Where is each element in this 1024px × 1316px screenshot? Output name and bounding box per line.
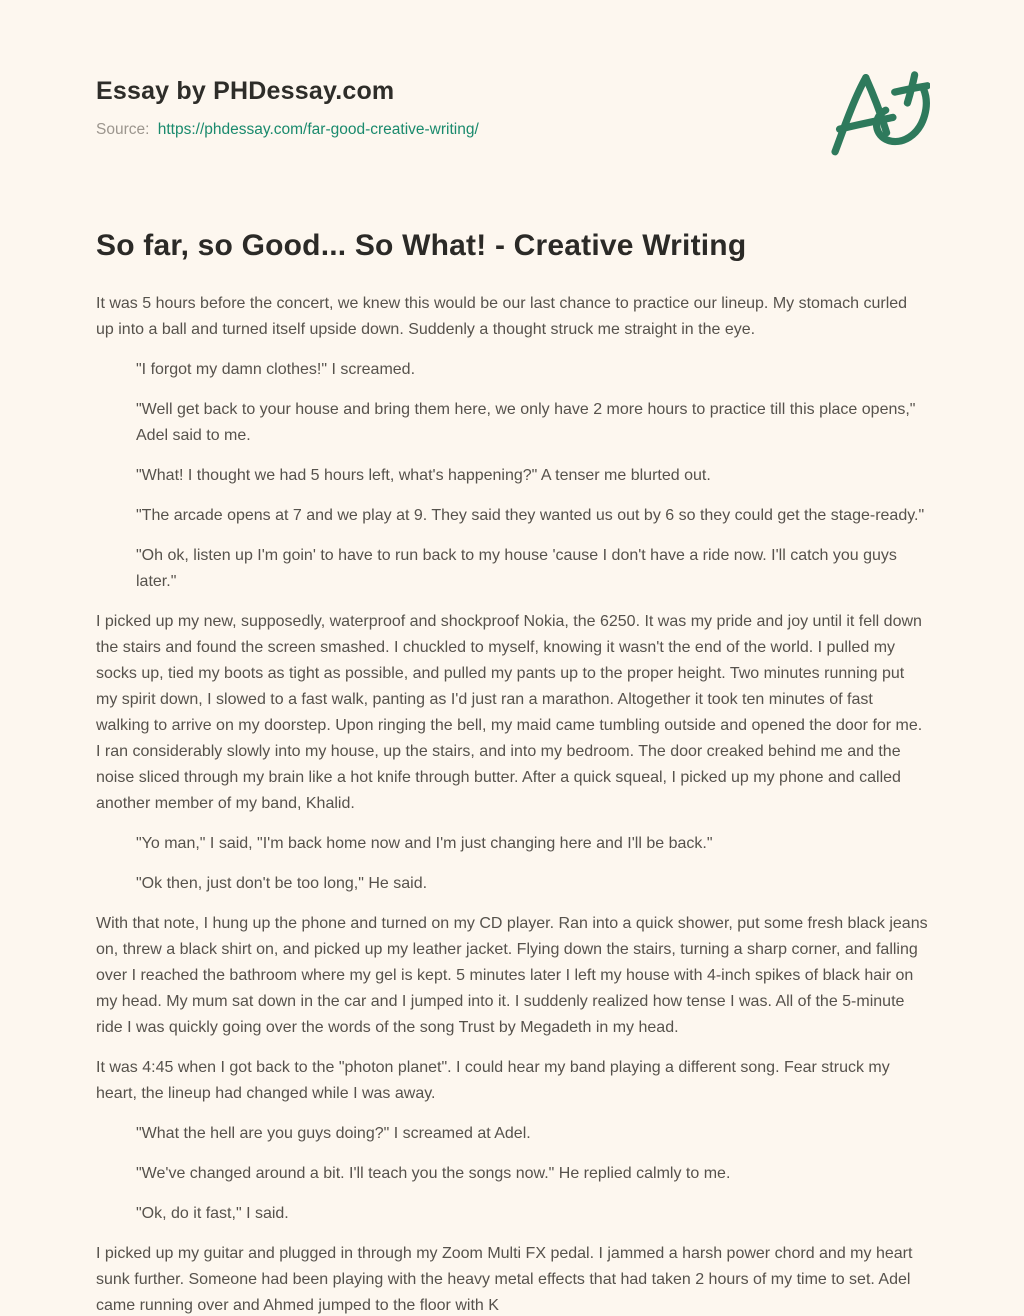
page-title: Essay by PHDessay.com: [96, 77, 395, 105]
essay-dialogue-paragraph: "The arcade opens at 7 and we play at 9. They said they wanted us out by 6 so they could get the stage-ready.": [136, 507, 925, 524]
source-link[interactable]: https://phdessay.com/far-good-creative-writing/: [157, 121, 479, 138]
essay-dialogue-paragraph: "We've changed around a bit. I'll teach you the songs now." He replied calmly to me.: [136, 1165, 731, 1182]
essay-dialogue-paragraph: "Oh ok, listen up I'm goin' to have to run back to my house 'cause I don't have a ride now. I'll catch you guys later.": [136, 547, 897, 590]
essay-dialogue-paragraph: "Yo man," I said, "I'm back home now and I'm just changing here and I'll be back.": [136, 835, 713, 852]
essay-dialogue-paragraph: "Ok, do it fast," I said.: [136, 1205, 289, 1222]
essay-dialogue-paragraph: "What! I thought we had 5 hours left, what's happening?" A tenser me blurted out.: [136, 467, 711, 484]
essay-dialogue-paragraph: "What the hell are you guys doing?" I screamed at Adel.: [136, 1125, 531, 1142]
document-header: [96, 76, 928, 141]
phdessay-logo: [826, 60, 930, 164]
source-label: Source:: [96, 121, 150, 138]
essay-dialogue-paragraph: "I forgot my damn clothes!" I screamed.: [136, 361, 416, 378]
essay-paragraph: It was 4:45 when I got back to the "photon planet". I could hear my band playing a different song. Fear struck my heart, the lineup had changed while I was away.: [96, 1059, 890, 1102]
essay-paragraph: I picked up my new, supposedly, waterproof and shockproof Nokia, the 6250. It was my pride and joy until it fell down the stairs and found the screen smashed. I chuckled to myself, knowing it wasn't the end of the world. I pulled my socks up, tied my boots as tight as possible, and pulled my pants up to the proper height. Two minutes running put my spirit down, I slowed to a fast walk, panting as I'd just ran a marathon. Altogether it took ten minutes of fast walking to arrive on my doorstep. Upon ringing the bell, my maid came tumbling outside and opened the door for me. I ran considerably slowly into my house, up the stairs, and into my bedroom. The door creaked behind me and the noise sliced through my brain like a hot knife through butter. After a quick squeal, I picked up my phone and called another member of my band, Khalid.: [96, 613, 923, 812]
essay-title: So far, so Good... So What! - Creative Writing: [96, 229, 747, 262]
essay-dialogue-paragraph: "Well get back to your house and bring them here, we only have 2 more hours to practice till this place opens," Adel said to me.: [136, 401, 916, 444]
essay-paragraph: I picked up my guitar and plugged in through my Zoom Multi FX pedal. I jammed a harsh power chord and my heart sunk further. Someone had been playing with the heavy metal effects that had taken 2 hours of my time to set. Adel came running over and Ahmed jumped to the floor with K: [96, 1245, 913, 1314]
essay-dialogue-paragraph: "Ok then, just don't be too long," He said.: [136, 875, 428, 892]
essay-body: [96, 291, 928, 1316]
essay-paragraph: It was 5 hours before the concert, we knew this would be our last chance to practice our lineup. My stomach curled up into a ball and turned itself upside down. Suddenly a thought struck me straight in the eye.: [96, 295, 908, 338]
essay-paragraph: With that note, I hung up the phone and turned on my CD player. Ran into a quick shower, put some fresh black jeans on, threw a black shirt on, and picked up my leather jacket. Flying down the stairs, turning a sharp corner, and falling over I reached the bathroom where my gel is kept. 5 minutes later I left my house with 4-inch spikes of black hair on my head. My mum sat down in the car and I jumped into it. I suddenly realized how tense I was. All of the 5-minute ride I was quickly going over the words of the song Trust by Megadeth in my head.: [96, 915, 928, 1036]
a-plus-icon: [826, 60, 930, 164]
source-line: [96, 119, 928, 141]
